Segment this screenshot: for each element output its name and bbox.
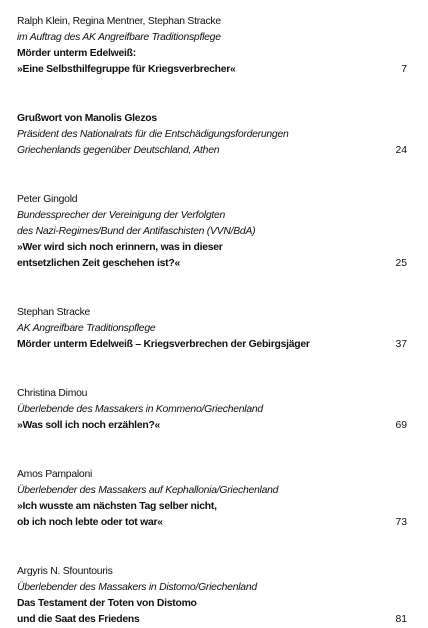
entry-role: des Nazi-Regimes/Bund der Antifaschisten (VVN/BdA) (17, 226, 256, 237)
toc-entry-2 (17, 111, 410, 159)
table-of-contents (17, 14, 410, 628)
entry-author: Christina Dimou (17, 388, 88, 399)
entry-title: »Wer wird sich noch erinnern, was in dieser (17, 242, 223, 253)
toc-entry-7 (17, 564, 410, 628)
entry-title: ob ich noch lebte oder tot war« (17, 517, 163, 528)
entry-role: Bundessprecher der Vereinigung der Verfolgten (17, 210, 226, 221)
entry-title: Mörder unterm Edelweiß: (17, 48, 136, 59)
entry-page-number: 25 (395, 258, 407, 269)
entry-title: »Eine Selbsthilfegruppe für Kriegsverbrecher« (17, 64, 236, 75)
entry-role: Überlebender des Massakers in Distomo/Griechenland (17, 582, 257, 593)
entry-title: Das Testament der Toten von Distomo (17, 598, 197, 609)
entry-page-number: 37 (395, 339, 407, 350)
entry-role: im Auftrag des AK Angreifbare Traditionspflege (17, 32, 221, 43)
entry-role: Überlebende des Massakers in Kommeno/Griechenland (17, 404, 263, 415)
entry-page-number: 24 (395, 145, 407, 156)
entry-role: Überlebender des Massakers auf Kephallonia/Griechenland (17, 485, 279, 496)
entry-title: Grußwort von Manolis Glezos (17, 113, 157, 124)
entry-author: Argyris N. Sfountouris (17, 566, 113, 577)
entry-page-number: 73 (395, 517, 407, 528)
toc-entry-3 (17, 192, 410, 272)
entry-title: entsetzlichen Zeit geschehen ist?« (17, 258, 180, 269)
toc-entry-1 (17, 14, 410, 78)
entry-author: Ralph Klein, Regina Mentner, Stephan Stracke (17, 16, 221, 27)
toc-entry-5 (17, 386, 410, 434)
entry-author: Amos Pampaloni (17, 469, 93, 480)
entry-title: »Was soll ich noch erzählen?« (17, 420, 161, 431)
toc-entry-4 (17, 305, 410, 353)
toc-entry-6 (17, 467, 410, 531)
entry-title: und die Saat des Friedens (17, 614, 140, 625)
entry-page-number: 69 (395, 420, 407, 431)
entry-title: Mörder unterm Edelweiß – Kriegsverbrechen der Gebirgsjäger (17, 339, 310, 350)
entry-role: Präsident des Nationalrats für die Entschädigungsforderungen (17, 129, 289, 140)
entry-role: AK Angreifbare Traditionspflege (17, 323, 156, 334)
entry-role: Griechenlands gegenüber Deutschland, Athen (17, 145, 220, 156)
entry-page-number: 81 (395, 614, 407, 625)
entry-author: Peter Gingold (17, 194, 78, 205)
entry-author: Stephan Stracke (17, 307, 91, 318)
entry-page-number: 7 (401, 64, 407, 75)
entry-title: »Ich wusste am nächsten Tag selber nicht, (17, 501, 217, 512)
